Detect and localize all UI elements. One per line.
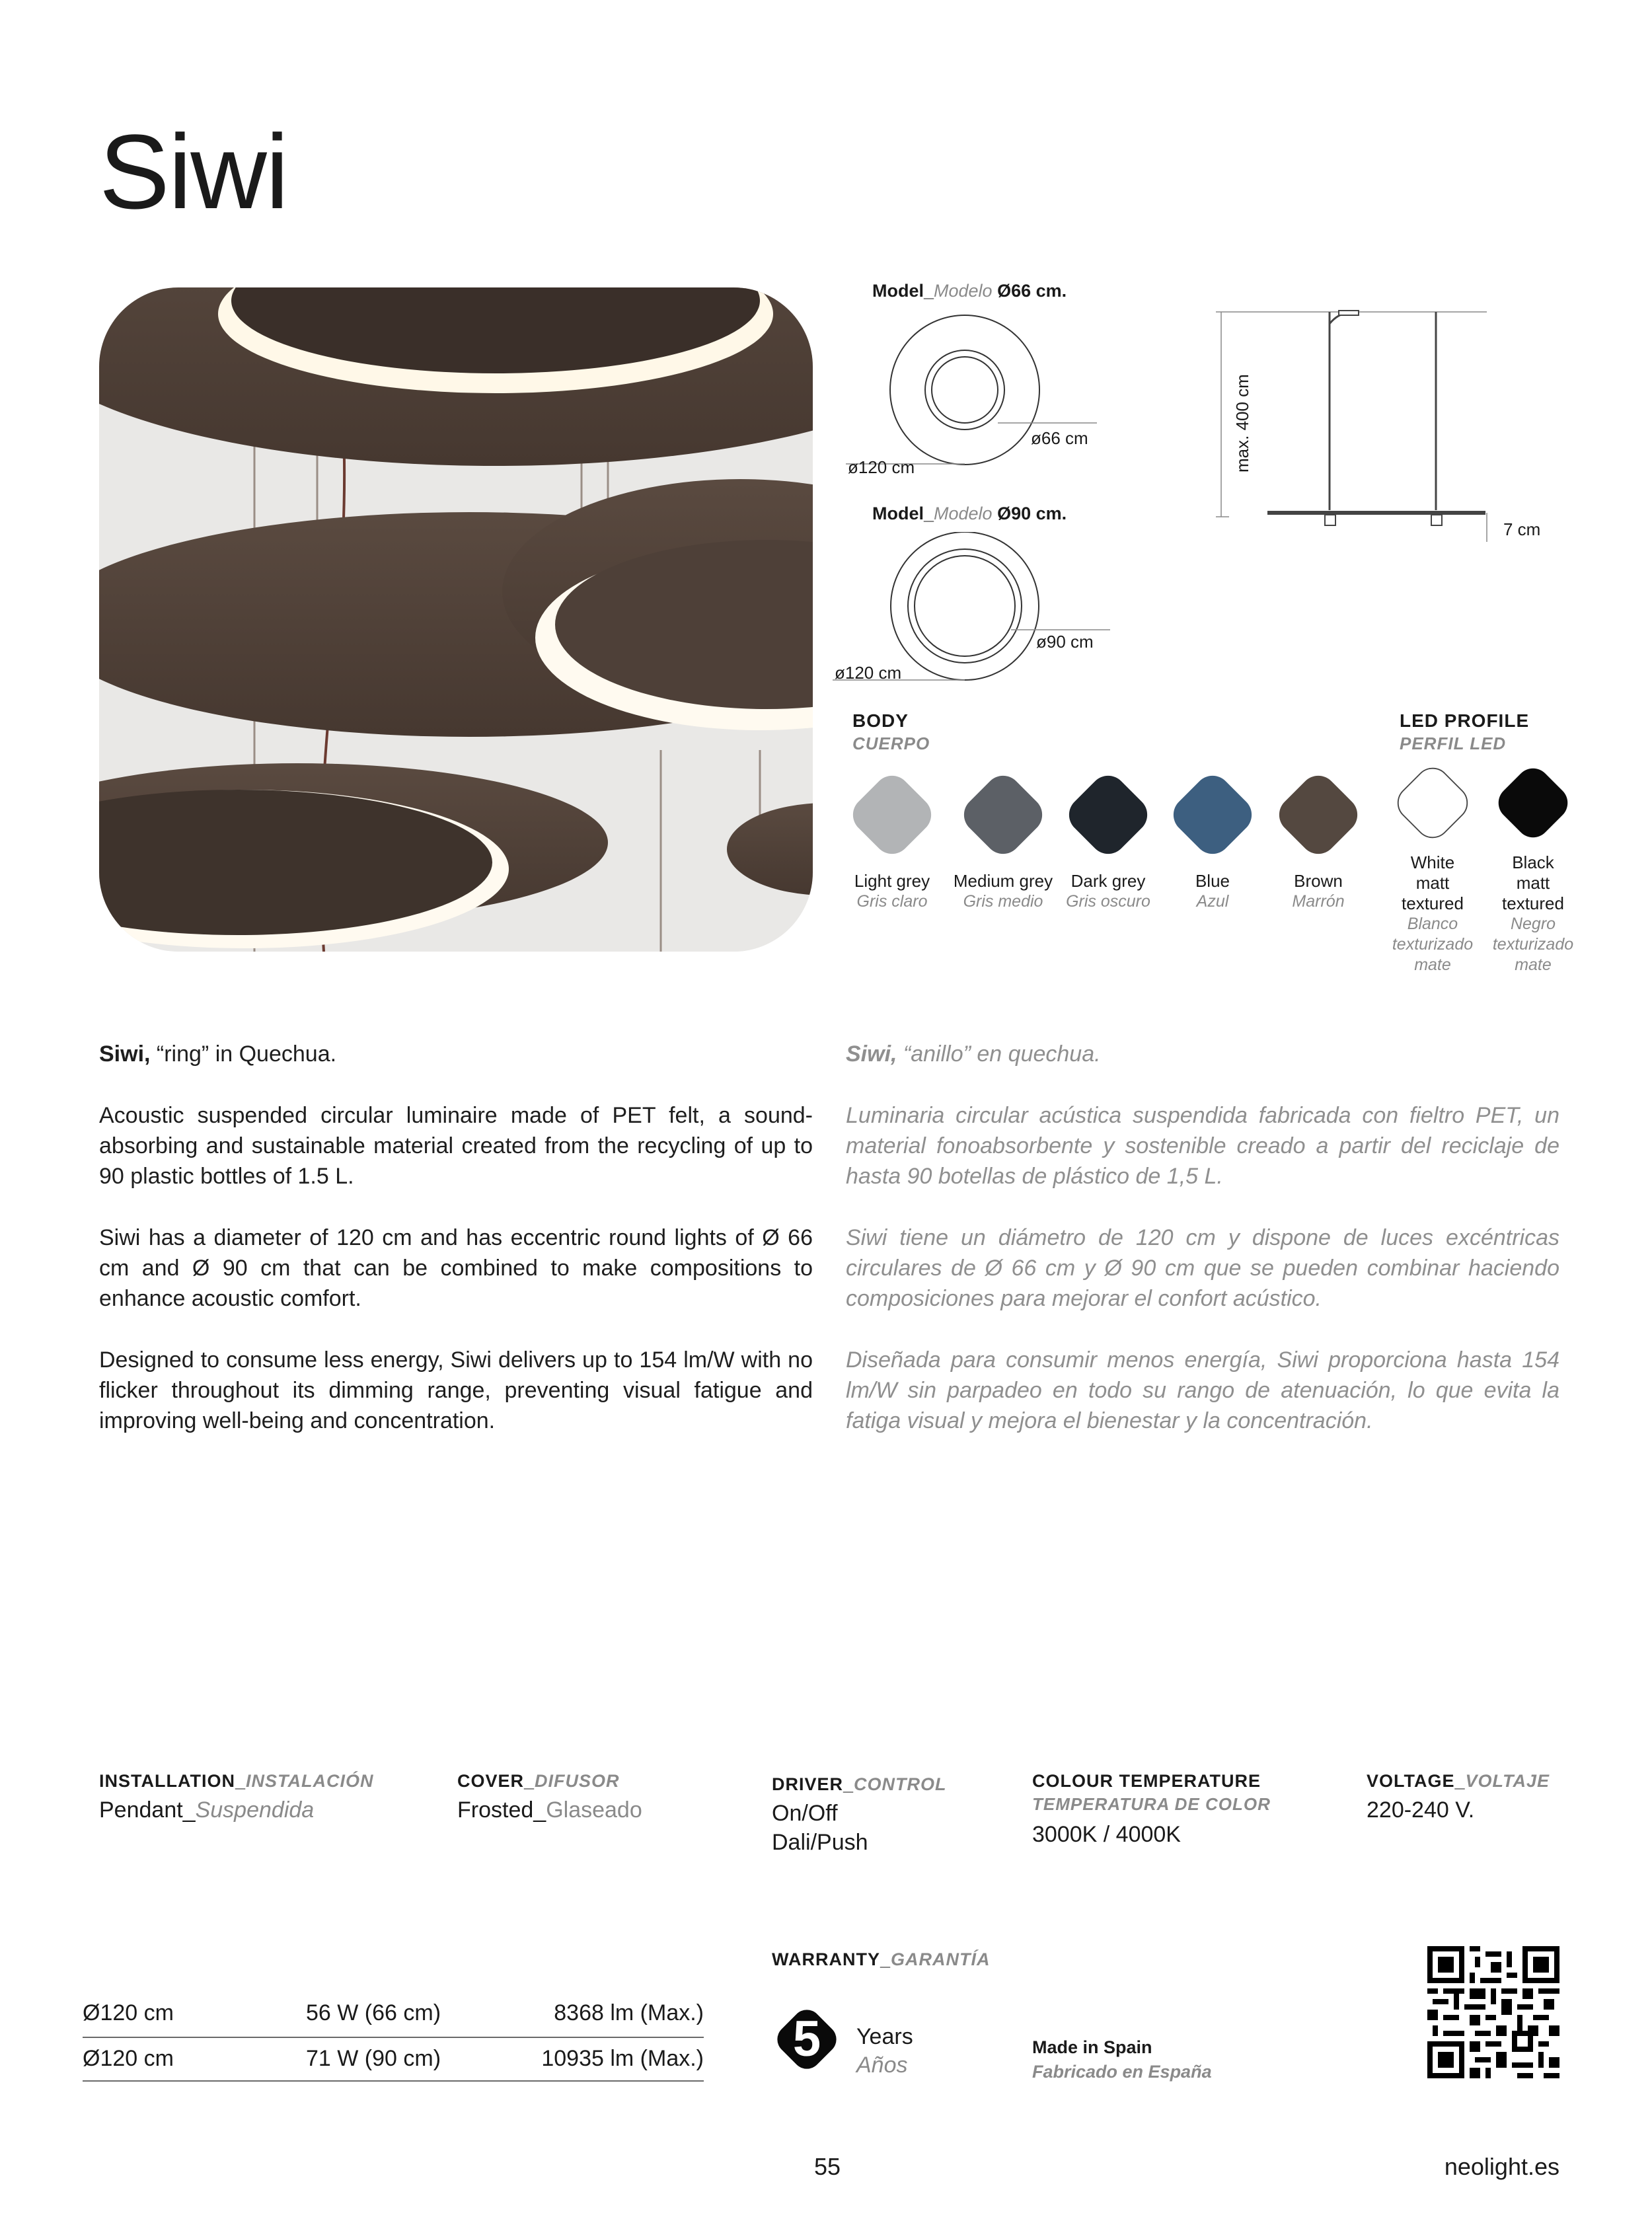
table-row-diameter: Ø120 cm (83, 2000, 174, 2025)
swatch-light-grey-name: Light grey (854, 871, 930, 891)
website-link[interactable]: neolight.es (1444, 2153, 1559, 2180)
swatch-white-matt-name: White matt textured (1402, 852, 1464, 913)
led-profile-title: LED PROFILE (1400, 710, 1530, 731)
warranty-badge-icon (770, 2002, 844, 2076)
warranty-years-number: 5 (792, 2011, 821, 2067)
description-es-p3: Siwi tiene un diámetro de 120 cm y dispone de luces excéntricas circulares de Ø 66 cm y Ø 90 cm que se pueden combinar haciendo composiciones para mejorar el confort acústico. (846, 1225, 1559, 1311)
spec-colour-temperature-value: 3000K / 4000K (1032, 1822, 1181, 1847)
swatch-medium-grey-shape (957, 769, 1049, 861)
swatch-blue-shape (1166, 769, 1259, 861)
model-66-label: Model_Modelo Ø66 cm. (872, 281, 1067, 301)
description-es-p4: Diseñada para consumir menos energía, Siwi proporciona hasta 154 lm/W sin parpadeo en todo su rango de atenuación, lo que evita la fatiga visual y mejora el bienestar y la concentración. (846, 1347, 1559, 1433)
qr-code-pattern (1427, 1946, 1559, 2078)
swatch-black-matt-name-es: Negro texturizado mate (1492, 915, 1574, 974)
swatch-black-matt (1490, 760, 1576, 849)
description-es-p2: Luminaria circular acústica suspendida fabricada con fieltro PET, un material fonoabsorbente y sostenible creado a partir del reciclaje de hasta 90 botellas de plástico de 1,5 L. (846, 1103, 1559, 1189)
model-66-inner-dim: ø66 cm (1031, 428, 1088, 448)
spec-cover-label: COVER_DIFUSOR (457, 1771, 620, 1791)
spec-colour-temperature-label-es: TEMPERATURA DE COLOR (1032, 1794, 1271, 1814)
description-es-intro: Siwi, “anillo” en quechua. (846, 1041, 1101, 1067)
table-row-diameter: Ø120 cm (83, 2046, 174, 2071)
table-row (83, 2037, 704, 2080)
spec-driver-value-1: On/Off (772, 1801, 838, 1826)
description-spanish (846, 1039, 1559, 1467)
made-in-spain: Made in Spain (1032, 2037, 1152, 2057)
swatch-brown-name: Brown (1294, 871, 1343, 891)
warranty-years: Years (856, 2024, 913, 2049)
swatch-light-grey-name-es: Gris claro (856, 892, 928, 911)
description-en-p3: Siwi has a diameter of 120 cm and has eccentric round lights of Ø 66 cm and Ø 90 cm that can be combined to make compositions to enhance acoustic comfort. (99, 1225, 813, 1311)
page-number: 55 (814, 2153, 841, 2180)
spec-installation-label: INSTALLATION_INSTALACIÓN (99, 1771, 374, 1791)
swatch-brown-shape (1272, 769, 1365, 861)
swatch-dark-grey-name: Dark grey (1070, 871, 1146, 891)
model-66-diagram (846, 311, 1123, 482)
swatch-brown-name-es: Marrón (1292, 892, 1345, 911)
table-row-lumens: 10935 lm (Max.) (541, 2046, 704, 2071)
spec-voltage-label: VOLTAGE_VOLTAJE (1367, 1771, 1550, 1791)
swatch-blue-name: Blue (1195, 871, 1230, 891)
made-in-spain-es: Fabricado en España (1032, 2062, 1212, 2082)
spec-driver-label: DRIVER_CONTROL (772, 1774, 947, 1794)
spec-cover-value: Frosted_Glaseado (457, 1797, 642, 1823)
spec-voltage (1367, 1771, 1550, 1825)
description-en-p4: Designed to consume less energy, Siwi delivers up to 154 lm/W with no flicker throughout its dimming range, preventing visual fatigue and improving well-being and concentration. (99, 1347, 813, 1433)
swatch-medium-grey-name-es: Gris medio (963, 892, 1043, 911)
product-photo-illustration (99, 287, 813, 952)
swatch-dark-grey-name-es: Gris oscuro (1066, 892, 1150, 911)
swatch-medium-grey-name: Medium grey (953, 871, 1053, 891)
model-66-outer-dim: ø120 cm (848, 457, 915, 477)
warranty-years-es: Años (856, 2053, 908, 2078)
swatch-blue (1166, 769, 1259, 864)
table-divider (83, 2080, 704, 2082)
description-en-intro: Siwi, “ring” in Quechua. (99, 1041, 337, 1067)
led-profile-subtitle: PERFIL LED (1400, 734, 1507, 753)
table-row (83, 1991, 704, 2035)
model-90-outer-dim: ø120 cm (835, 663, 902, 683)
table-row-lumens: 8368 lm (Max.) (554, 2000, 704, 2025)
table-row-power: 56 W (66 cm) (306, 2000, 441, 2025)
spec-colour-temperature (1032, 1771, 1271, 1849)
spec-driver-value-2: Dali/Push (772, 1830, 868, 1855)
side-view-diagram (1216, 304, 1493, 542)
swatch-brown (1272, 769, 1365, 864)
swatch-black-matt-shape (1490, 760, 1576, 846)
spec-voltage-value: 220-240 V. (1367, 1797, 1475, 1823)
description-english (99, 1039, 813, 1467)
swatch-dark-grey (1062, 769, 1154, 864)
side-view-thickness-dim: 7 cm (1503, 519, 1541, 539)
model-90-inner-dim: ø90 cm (1036, 632, 1094, 652)
swatch-white-matt (1390, 760, 1476, 849)
description-en-p2: Acoustic suspended circular luminaire made of PET felt, a sound-absorbing and sustainable material created from the recycling of up to 90 plastic bottles of 1.5 L. (99, 1103, 813, 1189)
product-photo (99, 287, 813, 952)
swatch-light-grey-shape (846, 769, 938, 861)
warranty-label: WARRANTY_GARANTÍA (772, 1949, 991, 1969)
swatch-light-grey (846, 769, 938, 864)
swatch-white-matt-name-es: Blanco texturizado mate (1392, 915, 1474, 974)
swatch-dark-grey-shape (1062, 769, 1154, 861)
body-title: BODY (852, 710, 909, 731)
swatch-medium-grey (957, 769, 1049, 864)
spec-colour-temperature-label: COLOUR TEMPERATURE (1032, 1771, 1261, 1791)
swatch-blue-name-es: Azul (1196, 892, 1229, 911)
table-row-power: 71 W (90 cm) (306, 2046, 441, 2071)
body-subtitle: CUERPO (852, 734, 930, 753)
spec-installation-value: Pendant_Suspendida (99, 1797, 315, 1823)
spec-driver (772, 1774, 947, 1857)
qr-code[interactable] (1427, 1946, 1559, 2078)
swatch-white-matt-shape (1390, 760, 1476, 846)
model-90-label: Model_Modelo Ø90 cm. (872, 504, 1067, 523)
swatch-black-matt-name: Black matt textured (1502, 852, 1564, 913)
side-view-height-dim: max. 400 cm (1232, 374, 1252, 472)
page-title: Siwi (99, 112, 288, 231)
spec-cover (457, 1771, 642, 1825)
spec-installation (99, 1771, 374, 1825)
